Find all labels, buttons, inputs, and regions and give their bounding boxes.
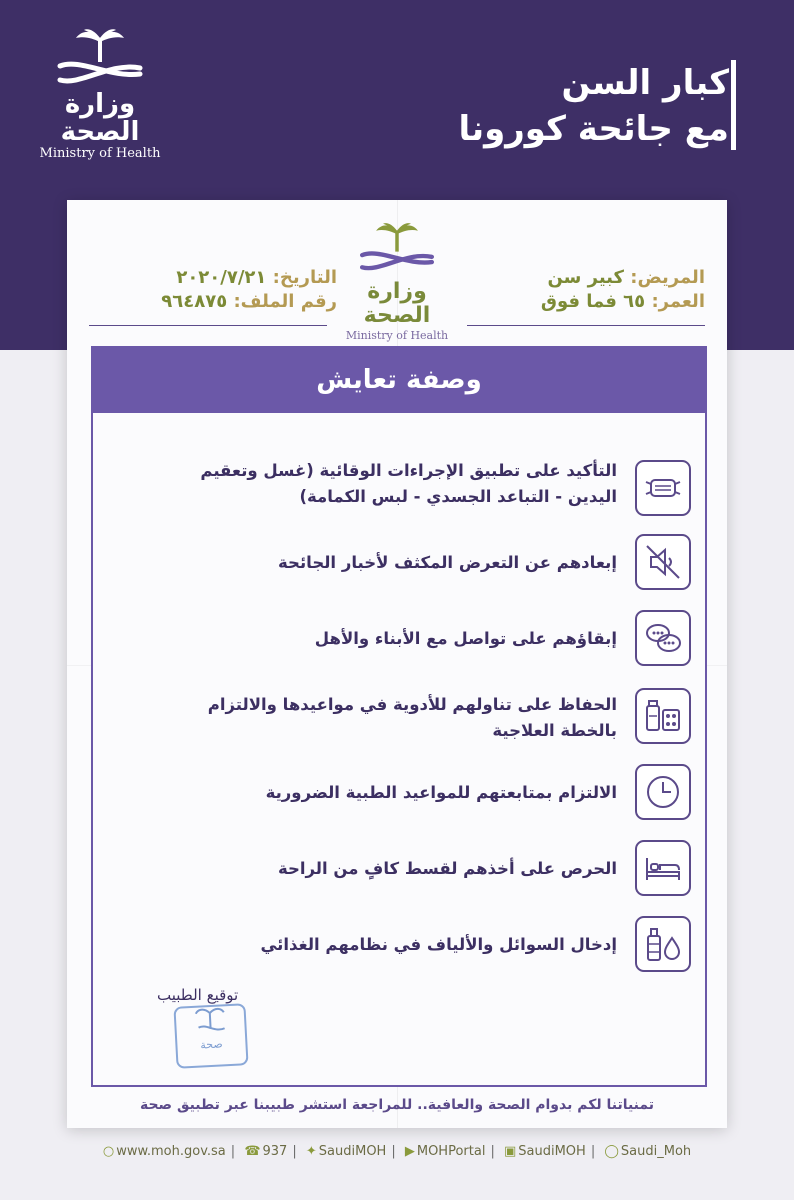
page-title: [309, 60, 729, 152]
prescription-title: وصفة تعايش: [93, 348, 705, 413]
list-item: [211, 916, 691, 976]
list-item: [211, 610, 691, 670]
list-item: [211, 534, 691, 594]
title-line-2: مع جائحة كورونا: [458, 109, 729, 149]
file-value: ٩٦٤٨٧٥: [161, 291, 228, 312]
title-divider: [731, 60, 736, 150]
signature-label: توقيع الطبيب: [157, 986, 239, 1004]
item-text: التأكيد على تطبيق الإجراءات الوقائية (غسل وتعقيم اليدين - التباعد الجسدي - لبس الكمامة): [200, 461, 617, 506]
list-item: [207, 686, 691, 746]
logo-english: Ministry of Health: [39, 146, 161, 161]
face-mask-icon: [635, 460, 691, 516]
file-label: رقم الملف:: [233, 291, 337, 312]
phone-icon: ☎: [244, 1144, 261, 1159]
website-link[interactable]: ○ www.moh.gov.sa: [102, 1144, 226, 1159]
patient-label: المريض:: [630, 267, 705, 288]
item-text: إبقاؤهم على تواصل مع الأبناء والأهل: [314, 629, 617, 648]
muted-speaker-icon: [635, 534, 691, 590]
item-text: إدخال السوائل والألياف في نظامهم الغذائي: [260, 935, 617, 954]
instagram-icon: ▣: [503, 1144, 517, 1159]
medicine-icon: [635, 688, 691, 744]
palm-swords-icon: [50, 28, 150, 90]
patient-info: [495, 266, 705, 314]
twitter-link[interactable]: ✦ SaudiMOH: [305, 1144, 387, 1159]
logo-english: Ministry of Health: [345, 329, 449, 342]
date-value: ٢٠٢٠/٧/٢١: [176, 267, 267, 288]
instagram-link[interactable]: ▣ SaudiMOH: [503, 1144, 586, 1159]
chat-bubbles-icon: [635, 610, 691, 666]
snapchat-link[interactable]: ◯ Saudi_Moh: [604, 1144, 692, 1159]
paper-logo: [332, 222, 462, 342]
patient-value: كبير سن: [547, 267, 624, 288]
item-text: الحرص على أخذهم لقسط كافٍ من الراحة: [277, 859, 617, 878]
age-label: العمر:: [651, 291, 705, 312]
item-text: الالتزام بمتابعتهم للمواعيد الطبية الضرورية: [265, 783, 617, 802]
phone-link[interactable]: ☎ 937: [244, 1144, 288, 1159]
youtube-link[interactable]: ▶ MOHPortal: [404, 1144, 486, 1159]
footer-note: تمنياتنا لكم بدوام الصحة والعافية.. للمراجعة استشر طبيبنا عبر تطبيق صحة: [139, 1097, 655, 1113]
youtube-icon: ▶: [404, 1144, 415, 1159]
item-text: إبعادهم عن التعرض المكثف لأخبار الجائحة: [278, 553, 617, 572]
list-item: [211, 840, 691, 900]
prescription-card: [91, 346, 707, 1087]
social-bar: ○ www.moh.gov.sa | ☎ 937 | ✦ SaudiMOH | ▶ MOHPortal | ▣ SaudiMOH | ◯ Saudi_Moh: [0, 1144, 794, 1159]
clock-icon: [635, 764, 691, 820]
palm-swords-icon: [352, 222, 442, 276]
doctor-stamp: [173, 1003, 248, 1069]
logo-arabic: وزارة الصحة: [363, 279, 431, 328]
prescription-paper: [67, 200, 727, 1128]
water-bottle-icon: [635, 916, 691, 972]
palm-icon: [190, 1006, 231, 1036]
twitter-icon: ✦: [305, 1144, 317, 1159]
item-text: الحفاظ على تناولهم للأدوية في مواعيدها والالتزام بالخطة العلاجية: [207, 695, 617, 740]
bed-icon: [635, 840, 691, 896]
list-item: [211, 764, 691, 824]
snapchat-icon: ◯: [604, 1144, 619, 1159]
list-item: [200, 458, 691, 528]
moh-logo: [30, 28, 170, 161]
globe-icon: ○: [102, 1144, 115, 1159]
title-line-1: كبار السن: [561, 63, 729, 103]
age-value: ٦٥ فما فوق: [540, 291, 646, 312]
date-label: التاريخ:: [272, 267, 337, 288]
divider: [89, 325, 327, 326]
divider: [467, 325, 705, 326]
stamp-text: صحة: [199, 1037, 223, 1052]
logo-arabic: وزارة الصحة: [60, 89, 140, 147]
file-info: [137, 266, 337, 314]
